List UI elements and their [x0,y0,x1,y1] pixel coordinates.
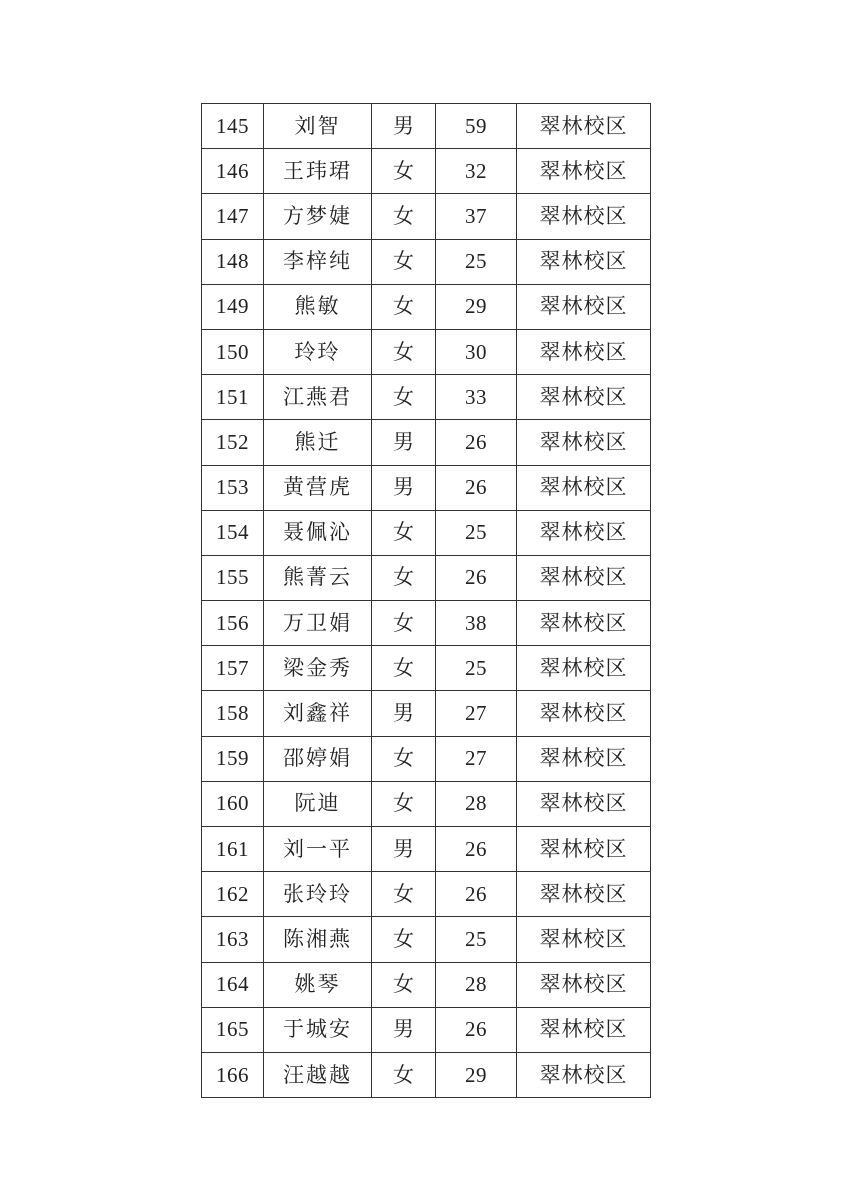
age-cell: 32 [436,149,517,194]
gender-cell: 女 [372,917,436,962]
age-cell: 59 [436,104,517,149]
campus-cell: 翠林校区 [517,284,651,329]
row-number-cell: 156 [202,601,264,646]
age-cell: 29 [436,1052,517,1097]
name-cell: 刘智 [264,104,372,149]
name-cell: 梁金秀 [264,646,372,691]
campus-cell: 翠林校区 [517,1052,651,1097]
row-number-cell: 149 [202,284,264,329]
gender-cell: 女 [372,239,436,284]
age-cell: 25 [436,917,517,962]
table-row [202,781,651,826]
name-cell: 刘鑫祥 [264,691,372,736]
name-cell: 李梓纯 [264,239,372,284]
age-cell: 26 [436,555,517,600]
gender-cell: 女 [372,194,436,239]
campus-cell: 翠林校区 [517,104,651,149]
row-number-cell: 146 [202,149,264,194]
age-cell: 28 [436,781,517,826]
gender-cell: 男 [372,827,436,872]
name-cell: 陈湘燕 [264,917,372,962]
campus-cell: 翠林校区 [517,329,651,374]
name-cell: 熊菁云 [264,555,372,600]
name-cell: 阮迪 [264,781,372,826]
row-number-cell: 162 [202,872,264,917]
table-row [202,555,651,600]
name-cell: 熊敏 [264,284,372,329]
campus-cell: 翠林校区 [517,962,651,1007]
row-number-cell: 159 [202,736,264,781]
table-row [202,375,651,420]
table-row [202,329,651,374]
campus-cell: 翠林校区 [517,646,651,691]
campus-cell: 翠林校区 [517,601,651,646]
table-row [202,420,651,465]
age-cell: 26 [436,465,517,510]
age-cell: 38 [436,601,517,646]
name-cell: 熊迁 [264,420,372,465]
gender-cell: 男 [372,691,436,736]
age-cell: 25 [436,239,517,284]
row-number-cell: 165 [202,1007,264,1052]
campus-cell: 翠林校区 [517,555,651,600]
name-cell: 江燕君 [264,375,372,420]
row-number-cell: 164 [202,962,264,1007]
name-cell: 邵婷娟 [264,736,372,781]
campus-cell: 翠林校区 [517,194,651,239]
name-cell: 黄营虎 [264,465,372,510]
row-number-cell: 160 [202,781,264,826]
table-row [202,827,651,872]
gender-cell: 男 [372,1007,436,1052]
name-cell: 张玲玲 [264,872,372,917]
gender-cell: 女 [372,555,436,600]
row-number-cell: 158 [202,691,264,736]
gender-cell: 女 [372,510,436,555]
gender-cell: 女 [372,149,436,194]
row-number-cell: 147 [202,194,264,239]
table-row [202,149,651,194]
row-number-cell: 150 [202,329,264,374]
age-cell: 26 [436,872,517,917]
campus-cell: 翠林校区 [517,375,651,420]
campus-cell: 翠林校区 [517,1007,651,1052]
campus-cell: 翠林校区 [517,917,651,962]
roster-table [201,103,651,1098]
table-row [202,646,651,691]
gender-cell: 女 [372,646,436,691]
age-cell: 26 [436,827,517,872]
age-cell: 26 [436,420,517,465]
gender-cell: 女 [372,329,436,374]
row-number-cell: 166 [202,1052,264,1097]
gender-cell: 男 [372,104,436,149]
campus-cell: 翠林校区 [517,827,651,872]
age-cell: 33 [436,375,517,420]
gender-cell: 女 [372,601,436,646]
name-cell: 王玮珺 [264,149,372,194]
table-row [202,601,651,646]
roster-table-body [202,104,651,1098]
name-cell: 姚琴 [264,962,372,1007]
table-row [202,194,651,239]
row-number-cell: 154 [202,510,264,555]
row-number-cell: 151 [202,375,264,420]
table-row [202,104,651,149]
table-row [202,465,651,510]
gender-cell: 女 [372,284,436,329]
age-cell: 30 [436,329,517,374]
age-cell: 26 [436,1007,517,1052]
age-cell: 27 [436,736,517,781]
name-cell: 方梦婕 [264,194,372,239]
name-cell: 聂佩沁 [264,510,372,555]
campus-cell: 翠林校区 [517,872,651,917]
age-cell: 27 [436,691,517,736]
row-number-cell: 152 [202,420,264,465]
table-row [202,917,651,962]
campus-cell: 翠林校区 [517,465,651,510]
campus-cell: 翠林校区 [517,149,651,194]
campus-cell: 翠林校区 [517,691,651,736]
age-cell: 28 [436,962,517,1007]
row-number-cell: 145 [202,104,264,149]
gender-cell: 女 [372,375,436,420]
table-row [202,510,651,555]
age-cell: 29 [436,284,517,329]
row-number-cell: 163 [202,917,264,962]
name-cell: 汪越越 [264,1052,372,1097]
row-number-cell: 161 [202,827,264,872]
gender-cell: 男 [372,420,436,465]
gender-cell: 女 [372,781,436,826]
name-cell: 于城安 [264,1007,372,1052]
gender-cell: 男 [372,465,436,510]
campus-cell: 翠林校区 [517,510,651,555]
name-cell: 刘一平 [264,827,372,872]
campus-cell: 翠林校区 [517,239,651,284]
gender-cell: 女 [372,872,436,917]
table-row [202,736,651,781]
table-row [202,872,651,917]
row-number-cell: 157 [202,646,264,691]
age-cell: 25 [436,510,517,555]
table-row [202,239,651,284]
name-cell: 万卫娟 [264,601,372,646]
campus-cell: 翠林校区 [517,781,651,826]
row-number-cell: 155 [202,555,264,600]
table-row [202,962,651,1007]
gender-cell: 女 [372,736,436,781]
campus-cell: 翠林校区 [517,736,651,781]
table-row [202,691,651,736]
table-row [202,1052,651,1097]
gender-cell: 女 [372,1052,436,1097]
name-cell: 玲玲 [264,329,372,374]
gender-cell: 女 [372,962,436,1007]
table-row [202,1007,651,1052]
row-number-cell: 153 [202,465,264,510]
table-row [202,284,651,329]
age-cell: 37 [436,194,517,239]
age-cell: 25 [436,646,517,691]
row-number-cell: 148 [202,239,264,284]
campus-cell: 翠林校区 [517,420,651,465]
